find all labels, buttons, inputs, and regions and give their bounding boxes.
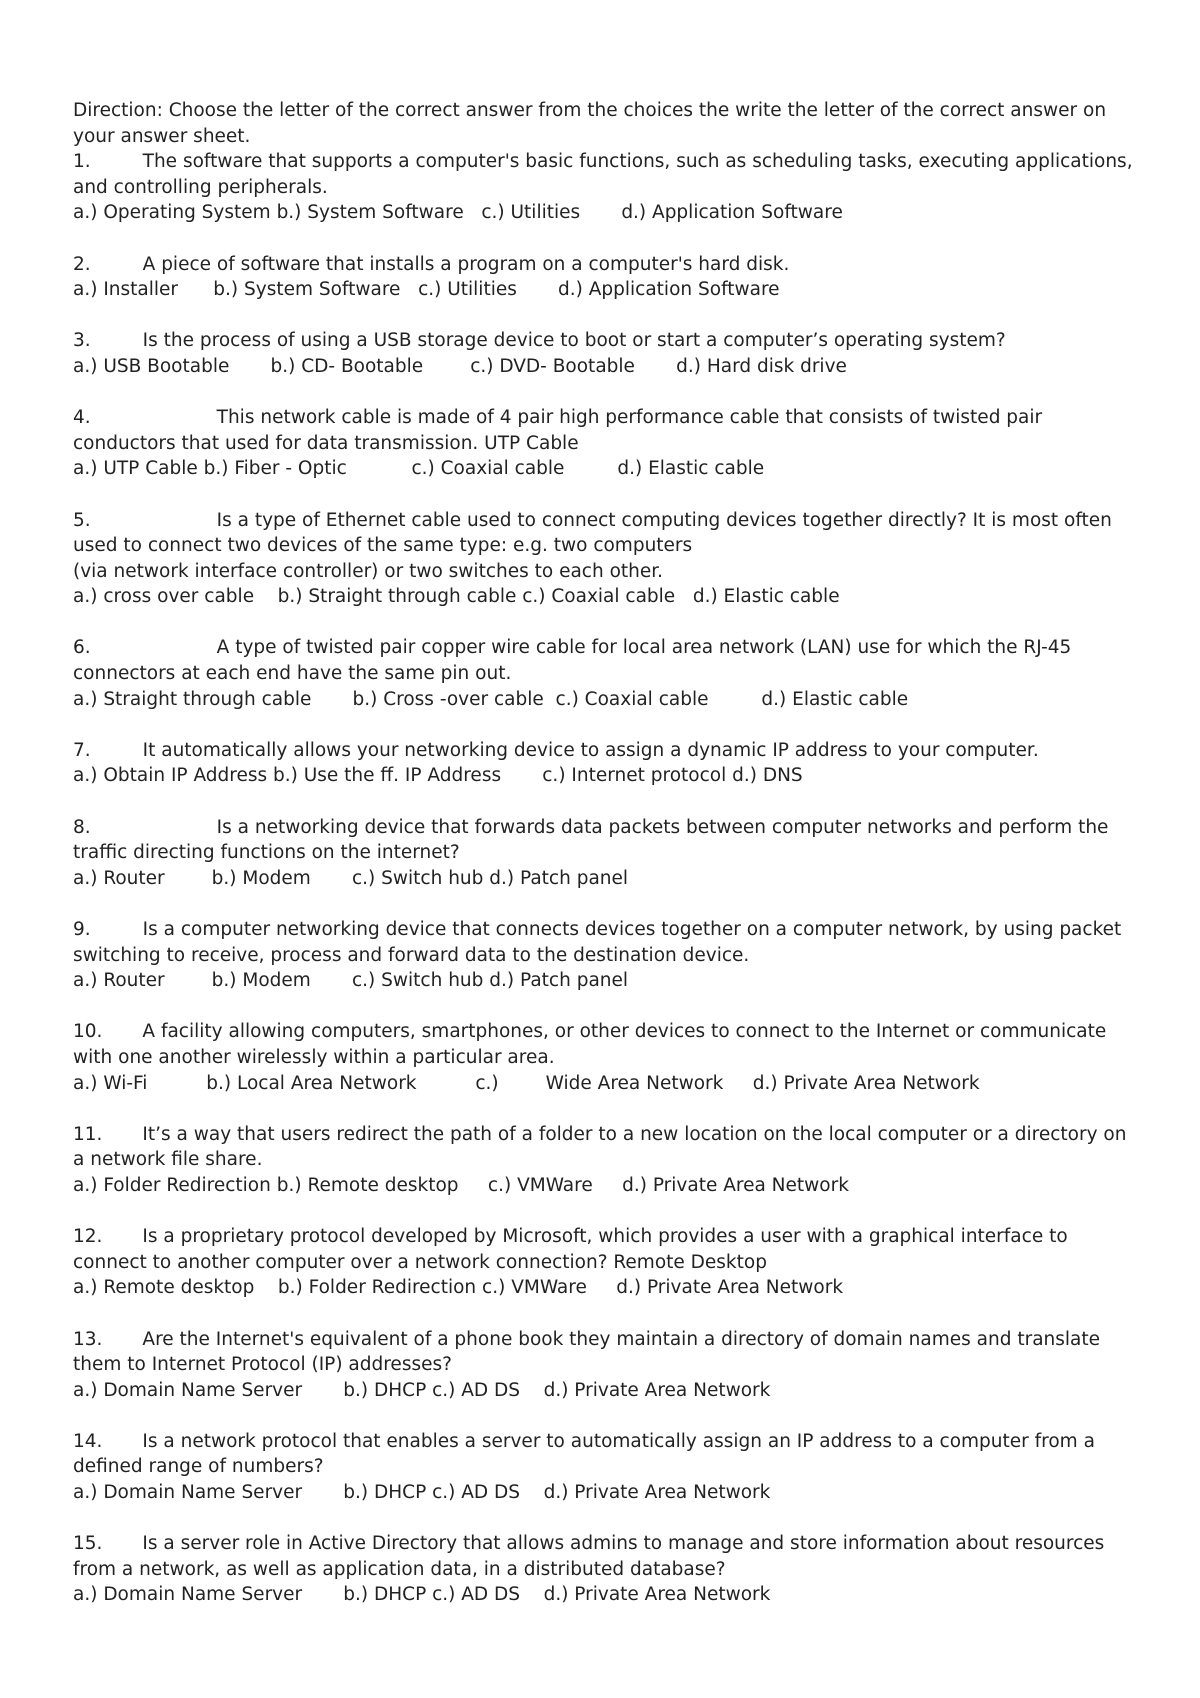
choice-c: c.) VMWare — [487, 1174, 623, 1196]
choice-d: d.) Elastic cable — [761, 688, 909, 710]
choice-c: c.) Switch hub — [352, 867, 490, 889]
question-text: Is a network protocol that enables a server to automatically assign an IP address to a computer from a defined range of numbers? — [73, 1430, 1095, 1478]
question-text: A type of twisted pair copper wire cable for local area network (LAN) use for which the RJ-45 connectors at each end have the same pin out. — [73, 637, 1072, 685]
question-text: This network cable is made of 4 pair high performance cable that consists of twisted pair conductors that used for data transmission. UTP Cable — [73, 407, 1043, 454]
question-number: 4. — [73, 407, 91, 429]
choice-d: d.) Private Area Network — [752, 1072, 980, 1094]
choice-b: b.) DHCP — [343, 1379, 433, 1401]
answer-choices — [73, 866, 1140, 892]
question-text: Is a type of Ethernet cable used to connect computing devices together directly? It is most often used to connect two devices of the same type: e.g. two computers — [73, 509, 1112, 557]
answer-choices — [73, 1275, 1140, 1301]
answer-choices — [73, 1582, 1140, 1608]
question-15 — [73, 1531, 1140, 1608]
question-12 — [73, 1224, 1140, 1301]
question-8 — [73, 815, 1140, 892]
answer-choices — [73, 968, 1140, 994]
answer-choices — [73, 763, 1140, 789]
answer-choices — [73, 1480, 1140, 1506]
answer-choices — [73, 354, 1140, 380]
question-14 — [73, 1429, 1140, 1506]
choice-b: b.) System Software — [213, 279, 419, 301]
choice-a: a.) Folder Redirection — [73, 1174, 277, 1196]
question-1 — [73, 149, 1140, 226]
choice-b: b.) Cross -over cable — [352, 688, 556, 710]
question-number: 7. — [73, 739, 91, 761]
question-7 — [73, 738, 1140, 789]
choice-d: d.) Patch panel — [489, 867, 629, 889]
question-number: 15. — [73, 1533, 103, 1555]
choice-c: c.) Coaxial cable — [555, 688, 762, 710]
question-text-continued: (via network interface controller) or two switches to each other. — [73, 560, 664, 582]
question-text: A piece of software that installs a program on a computer's hard disk. — [142, 253, 790, 275]
choice-b: b.) CD- Bootable — [270, 355, 471, 377]
choice-d: d.) Patch panel — [489, 970, 629, 992]
choice-a: a.) Straight through cable — [73, 688, 353, 710]
question-6 — [73, 635, 1140, 712]
choice-c: c.) Coaxial cable — [522, 586, 693, 608]
direction-text: Direction: Choose the letter of the correct answer from the choices the write the letter of the correct answer on your answer sheet. — [73, 100, 1107, 147]
choice-d: d.) Private Area Network — [622, 1174, 849, 1196]
choice-a: a.) Remote desktop — [73, 1277, 278, 1299]
choice-a: a.) USB Bootable — [73, 355, 271, 377]
question-text: It automatically allows your networking device to assign a dynamic IP address to your computer. — [142, 739, 1039, 761]
choice-b: b.) DHCP — [343, 1482, 433, 1504]
question-text: The software that supports a computer's basic functions, such as scheduling tasks, executing applications, and controlling peripherals. — [73, 151, 1133, 198]
choice-a: a.) cross over cable — [73, 586, 278, 608]
answer-choices — [73, 1173, 1140, 1199]
question-text: It’s a way that users redirect the path of a folder to a new location on the local computer or a directory on a network file share. — [73, 1123, 1127, 1171]
choice-b: b.) DHCP — [343, 1584, 433, 1606]
question-3 — [73, 328, 1140, 379]
question-number: 11. — [73, 1123, 103, 1145]
question-number: 1. — [73, 151, 91, 173]
choice-b: b.) Use the ff. IP Address — [273, 765, 543, 787]
question-9 — [73, 917, 1140, 994]
question-text: Is a server role in Active Directory that allows admins to manage and store information about resources from a network, as well as application data, in a distributed database? — [73, 1533, 1105, 1580]
question-number: 12. — [73, 1226, 103, 1248]
choice-b: b.) Folder Redirection — [277, 1277, 483, 1299]
choice-b: b.) Modem — [211, 867, 352, 889]
choice-a: a.) Obtain IP Address — [73, 765, 274, 787]
question-number: 9. — [73, 919, 91, 940]
choice-c: c.) Internet protocol — [542, 765, 733, 787]
choice-d: d.) Application Software — [621, 202, 843, 224]
choice-d: d.) Private Area Network — [543, 1584, 771, 1606]
answer-choices — [73, 277, 1140, 303]
choice-d: d.) Private Area Network — [543, 1482, 771, 1504]
choice-c: c.) Wide Area Network — [475, 1072, 753, 1094]
question-text: Is the process of using a USB storage device to boot or start a computer’s operating system? — [142, 330, 1006, 352]
choice-d: d.) Elastic cable — [692, 586, 840, 608]
choice-a: a.) Installer — [73, 279, 214, 301]
choice-a: a.) Domain Name Server — [73, 1482, 344, 1504]
choice-a: a.) Router — [73, 970, 212, 992]
answer-choices — [73, 456, 1140, 482]
choice-a: a.) Router — [73, 867, 212, 889]
choice-d: d.) Private Area Network — [616, 1277, 844, 1299]
question-number: 14. — [73, 1430, 103, 1452]
question-text: Are the Internet's equivalent of a phone book they maintain a directory of domain names and translate them to Internet Protocol (IP) addresses? — [73, 1328, 1101, 1376]
question-number: 13. — [73, 1328, 103, 1350]
question-2 — [73, 252, 1140, 303]
question-text: A facility allowing computers, smartphones, or other devices to connect to the Internet or communicate with one another wirelessly within a particular area. — [73, 1021, 1107, 1068]
answer-choices — [73, 1378, 1140, 1404]
question-number: 10. — [73, 1021, 103, 1043]
choice-a: a.) Wi-Fi — [73, 1072, 207, 1094]
choice-c: c.) Switch hub — [352, 970, 490, 992]
choice-a: a.) Domain Name Server — [73, 1379, 344, 1401]
choice-c: c.) Utilities — [481, 202, 622, 224]
answer-choices — [73, 1071, 1140, 1097]
question-number: 8. — [73, 816, 91, 838]
choice-c: c.) DVD- Bootable — [470, 355, 677, 377]
choice-b: b.) Straight through cable — [277, 586, 523, 608]
question-4 — [73, 405, 1140, 482]
answer-choices — [73, 200, 1140, 226]
choice-c: c.) AD DS — [432, 1584, 544, 1606]
choice-b: b.) Fiber - Optic — [203, 458, 412, 480]
choice-d: d.) Hard disk drive — [676, 355, 847, 377]
choice-d: d.) Application Software — [558, 279, 780, 301]
question-10 — [73, 1019, 1140, 1096]
choice-b: b.) Modem — [211, 970, 352, 992]
answer-choices — [73, 687, 1140, 713]
question-5 — [73, 508, 1140, 610]
question-number: 5. — [73, 509, 91, 531]
choice-c: c.) AD DS — [432, 1482, 544, 1504]
choice-d: d.) Elastic cable — [617, 458, 765, 480]
choice-c: c.) Utilities — [418, 279, 559, 301]
choice-d: d.) Private Area Network — [543, 1379, 771, 1401]
question-11 — [73, 1122, 1140, 1199]
question-13 — [73, 1327, 1140, 1404]
choice-b: b.) System Software — [276, 202, 482, 224]
question-text: Is a computer networking device that connects devices together on a computer network, by using packet switching to receive, process and forward data to the destination device. — [73, 919, 1122, 966]
choice-d: d.) DNS — [732, 765, 803, 787]
choice-c: c.) VMWare — [482, 1277, 617, 1299]
choice-a: a.) Operating System — [73, 202, 277, 224]
choice-b: b.) Local Area Network — [206, 1072, 476, 1094]
choice-b: b.) Remote desktop — [276, 1174, 488, 1196]
question-number: 6. — [73, 637, 91, 659]
choice-a: a.) UTP Cable — [73, 458, 204, 480]
choice-c: c.) Coaxial cable — [411, 458, 618, 480]
question-number: 3. — [73, 330, 91, 352]
question-number: 2. — [73, 253, 91, 275]
question-text: Is a proprietary protocol developed by Microsoft, which provides a user with a graphical interface to connect to another computer over a network connection? Remote Desktop — [73, 1226, 1068, 1273]
choice-c: c.) AD DS — [432, 1379, 544, 1401]
question-text: Is a networking device that forwards data packets between computer networks and perform the traffic directing functions on the internet? — [73, 816, 1109, 864]
choice-a: a.) Domain Name Server — [73, 1584, 344, 1606]
answer-choices — [73, 584, 1140, 610]
